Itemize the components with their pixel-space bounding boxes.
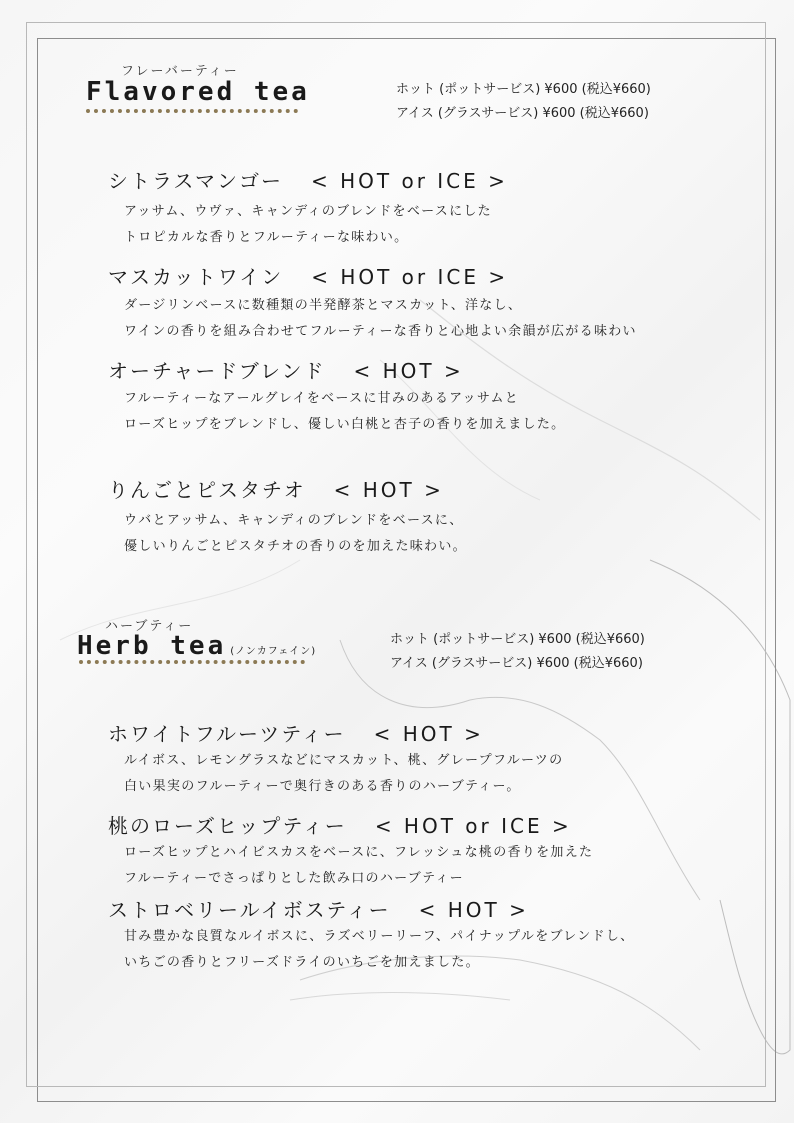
menu-item-title: りんごとピスタチオ < HOT > [108,478,444,502]
temperature-tag: < HOT > [333,478,444,502]
herb-price-hot: ホット (ポットサービス) ¥600 (税込¥660) [390,632,645,647]
menu-item-description: ルイボス、レモングラスなどにマスカット、桃、グレープフルーツの 白い果実のフルーティーで奥行きのある香りのハーブティー。 [124,753,564,794]
flavored-title: Flavored tea [86,77,310,107]
herb-kana-heading: ハーブティー [105,619,194,634]
flavored-price-block [396,78,651,126]
temperature-tag: < HOT > [373,722,484,746]
menu-item-description: 甘み豊かな良質なルイボスに、ラズベリーリーフ、パイナップルをブレンドし、 いちごの香りとフリーズドライのいちごを加えました。 [124,929,635,970]
menu-item-description: ローズヒップとハイビスカスをベースに、フレッシュな桃の香りを加えた フルーティーでさっぱりとした飲み口のハーブティー [124,845,594,886]
menu-item-title: マスカットワイン < HOT or ICE > [108,265,509,289]
non-caffeine-note: (ノンカフェイン) [230,646,317,657]
menu-item-title: 桃のローズヒップティー < HOT or ICE > [108,814,572,838]
flavored-price-ice: アイス (グラスサービス) ¥600 (税込¥660) [396,106,649,121]
temperature-tag: < HOT or ICE > [311,169,508,193]
menu-item-description: ウバとアッサム、キャンディのブレンドをベースに、 優しいりんごとピスタチオの香りのを加えた味わい。 [124,513,467,554]
temperature-tag: < HOT or ICE > [374,814,572,838]
herb-title-underline [79,660,305,664]
temperature-tag: < HOT > [353,359,464,383]
menu-item-description: アッサム、ウヴァ、キャンディのブレンドをベースにした トロピカルな香りとフルーティーな味わい。 [124,204,492,245]
menu-item-description: ダージリンベースに数種類の半発酵茶とマスカット、洋なし、 ワインの香りを組み合わせてフルーティーな香りと心地よい余韻が広がる味わい [124,298,637,339]
menu-item-description: フルーティーなアールグレイをベースに甘みのあるアッサムと ローズヒップをブレンドし、優しい白桃と杏子の香りを加えました。 [124,391,566,432]
flavored-title-underline [86,109,298,113]
herb-title: Herb tea (ノンカフェイン) [77,631,317,661]
flavored-kana-heading: フレーバーティー [121,64,239,79]
flavored-price-hot: ホット (ポットサービス) ¥600 (税込¥660) [396,82,651,97]
menu-item-title: オーチャードブレンド < HOT > [108,359,464,383]
herb-price-ice: アイス (グラスサービス) ¥600 (税込¥660) [390,656,643,671]
menu-item-title: ホワイトフルーツティー < HOT > [108,722,484,746]
temperature-tag: < HOT or ICE > [311,265,509,289]
menu-item-title: シトラスマンゴー < HOT or ICE > [108,169,508,193]
herb-price-block [390,628,645,676]
menu-item-title: ストロベリールイボスティー < HOT > [108,898,529,922]
temperature-tag: < HOT > [418,898,529,922]
